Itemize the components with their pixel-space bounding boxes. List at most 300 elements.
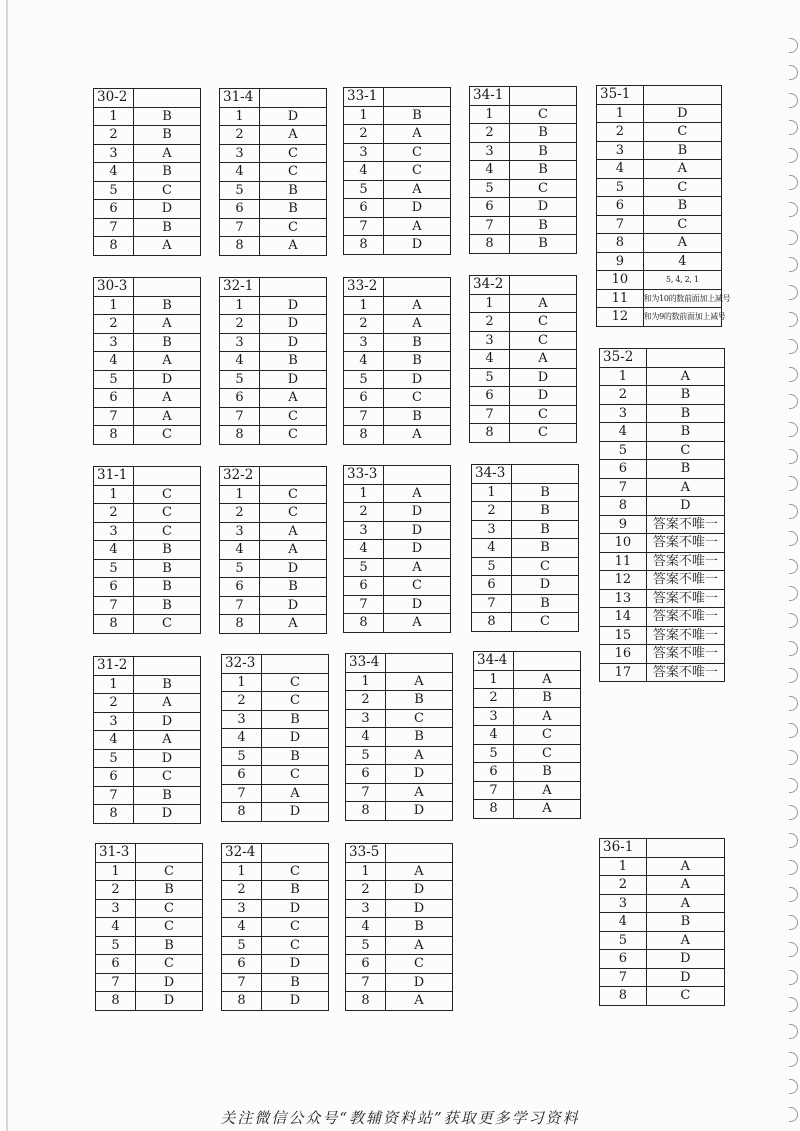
answer-table-34-3 [471, 464, 579, 632]
table-row [472, 539, 579, 558]
table-row [222, 955, 329, 974]
answer-cell: B [134, 126, 201, 145]
question-number: 9 [600, 515, 647, 534]
question-number: 2 [220, 315, 260, 334]
question-number: 2 [474, 689, 514, 708]
answer-cell: D [384, 199, 451, 218]
question-number: 11 [600, 552, 647, 571]
table-row [597, 141, 722, 160]
answer-cell: C [510, 331, 577, 350]
answer-cell: B [134, 578, 201, 597]
question-number: 7 [472, 594, 512, 613]
question-number: 8 [470, 235, 510, 254]
question-number: 6 [222, 766, 262, 785]
question-number: 2 [344, 503, 384, 522]
question-number: 6 [470, 198, 510, 217]
table-row [470, 368, 577, 387]
answer-cell: B [134, 596, 201, 615]
answer-cell: D [384, 595, 451, 614]
answer-cell: 4 [643, 252, 721, 271]
table-row [344, 352, 451, 371]
question-number: 5 [220, 181, 260, 200]
answer-cell: A [134, 315, 201, 334]
table-row [597, 123, 722, 142]
question-number: 4 [94, 352, 134, 371]
question-number: 17 [600, 663, 647, 682]
table-row [94, 485, 201, 504]
table-row [94, 615, 201, 634]
question-number: 8 [220, 426, 260, 445]
table-row [600, 645, 725, 664]
table-row [344, 595, 451, 614]
question-number: 8 [344, 426, 384, 445]
table-row [470, 387, 577, 406]
answer-cell: C [384, 162, 451, 181]
question-number: 4 [470, 161, 510, 180]
answer-cell: C [260, 163, 327, 182]
answer-cell: B [386, 918, 453, 937]
question-number: 5 [344, 558, 384, 577]
table-row [222, 881, 329, 900]
question-number: 3 [600, 894, 647, 913]
answer-cell: B [134, 107, 201, 126]
question-number: 3 [94, 333, 134, 352]
question-number: 11 [597, 289, 644, 308]
answer-cell: C [260, 407, 327, 426]
table-row [220, 504, 327, 523]
question-number: 5 [474, 744, 514, 763]
table-row [344, 143, 451, 162]
answer-table-33-1 [343, 87, 451, 255]
question-number: 4 [597, 160, 644, 179]
answer-cell: C [262, 692, 329, 711]
binder-hole [789, 1024, 798, 1039]
question-number: 5 [94, 749, 134, 768]
answer-cell: C [134, 504, 201, 523]
answer-cell: A [646, 931, 724, 950]
question-number: 15 [600, 626, 647, 645]
question-number: 7 [94, 218, 134, 237]
question-number: 7 [220, 218, 260, 237]
answer-table-35-2 [599, 348, 725, 682]
question-number: 6 [346, 765, 386, 784]
question-number: 4 [346, 728, 386, 747]
answer-cell: A [384, 614, 451, 633]
answer-cell: A [260, 615, 327, 634]
question-number: 3 [597, 141, 644, 160]
question-number: 3 [222, 710, 262, 729]
table-row [346, 881, 453, 900]
table-row [346, 955, 453, 974]
question-number: 7 [474, 781, 514, 800]
table-title: 30-2 [94, 89, 134, 108]
binder-hole [789, 38, 798, 53]
answer-cell: B [510, 161, 577, 180]
question-number: 4 [346, 918, 386, 937]
answer-cell: A [262, 784, 329, 803]
table-row [597, 234, 722, 253]
answer-cell: 答案不唯一 [646, 589, 724, 608]
table-row [597, 178, 722, 197]
question-number: 2 [600, 386, 647, 405]
table-title-blank [646, 839, 724, 858]
table-row [222, 899, 329, 918]
answer-cell: B [134, 163, 201, 182]
question-number: 2 [94, 504, 134, 523]
question-number: 1 [222, 862, 262, 881]
table-title-blank [260, 278, 327, 297]
answer-cell: C [262, 673, 329, 692]
question-number: 3 [346, 709, 386, 728]
binder-hole [789, 93, 798, 108]
answer-cell: D [646, 950, 724, 969]
answer-cell: B [384, 106, 451, 125]
answer-cell: C [646, 987, 724, 1006]
answer-cell: D [643, 104, 721, 123]
answer-cell: C [262, 862, 329, 881]
question-number: 6 [597, 197, 644, 216]
question-number: 7 [94, 407, 134, 426]
table-title: 30-3 [94, 278, 134, 297]
answer-cell: D [646, 497, 724, 516]
table-row [470, 294, 577, 313]
table-row [600, 367, 725, 386]
table-row [472, 594, 579, 613]
question-number: 1 [94, 107, 134, 126]
table-title: 32-3 [222, 655, 262, 674]
table-row [600, 460, 725, 479]
question-number: 1 [220, 296, 260, 315]
answer-cell: A [646, 876, 724, 895]
answer-cell: D [260, 370, 327, 389]
table-row [600, 608, 725, 627]
table-row [597, 252, 722, 271]
question-number: 8 [222, 803, 262, 822]
answer-table-30-2 [93, 88, 201, 256]
table-title: 34-4 [474, 652, 514, 671]
question-number: 13 [600, 589, 647, 608]
answer-cell: D [384, 540, 451, 559]
table-row [344, 558, 451, 577]
table-row [96, 973, 203, 992]
table-row [94, 675, 201, 694]
table-title: 32-1 [220, 278, 260, 297]
table-row [470, 161, 577, 180]
answer-cell: A [384, 125, 451, 144]
table-row [346, 899, 453, 918]
binder-hole [789, 613, 798, 628]
answer-cell: A [384, 558, 451, 577]
question-number: 3 [346, 899, 386, 918]
question-number: 7 [470, 405, 510, 424]
question-number: 6 [220, 578, 260, 597]
answer-table-34-2 [469, 275, 577, 443]
question-number: 5 [222, 936, 262, 955]
question-number: 10 [597, 271, 644, 290]
table-row [470, 105, 577, 124]
answer-cell: D [386, 765, 453, 784]
answer-cell: A [386, 746, 453, 765]
table-row [220, 596, 327, 615]
question-number: 4 [94, 731, 134, 750]
question-number: 2 [220, 126, 260, 145]
table-row [94, 107, 201, 126]
question-number: 12 [597, 308, 644, 327]
footer-note: 关注微信公众号“教辅资料站”获取更多学习资料 [220, 1109, 580, 1127]
question-number: 6 [344, 577, 384, 596]
answer-cell: B [384, 407, 451, 426]
answer-cell: A [384, 426, 451, 445]
question-number: 5 [222, 747, 262, 766]
answer-cell: A [386, 783, 453, 802]
table-row [597, 160, 722, 179]
table-row [600, 663, 725, 682]
table-row [94, 768, 201, 787]
answer-table-31-3 [95, 843, 203, 1011]
table-row [222, 710, 329, 729]
question-number: 7 [597, 215, 644, 234]
answer-cell: C [136, 955, 203, 974]
answer-cell: B [262, 747, 329, 766]
table-row [344, 577, 451, 596]
binder-hole [789, 860, 798, 875]
question-number: 2 [344, 315, 384, 334]
table-row [220, 407, 327, 426]
answer-cell: C [262, 918, 329, 937]
question-number: 6 [220, 200, 260, 219]
binder-hole [789, 476, 798, 491]
table-row [600, 515, 725, 534]
question-number: 1 [94, 675, 134, 694]
binder-hole [789, 778, 798, 793]
question-number: 4 [220, 163, 260, 182]
table-title: 31-4 [220, 89, 260, 108]
table-row [470, 198, 577, 217]
question-number: 6 [94, 578, 134, 597]
question-number: 2 [346, 881, 386, 900]
answer-cell: 答案不唯一 [646, 608, 724, 627]
answer-cell: D [386, 973, 453, 992]
table-row [600, 404, 725, 423]
binder-hole [789, 942, 798, 957]
question-number: 4 [222, 729, 262, 748]
answer-cell: D [134, 370, 201, 389]
question-number: 6 [346, 955, 386, 974]
table-row [600, 441, 725, 460]
answer-cell: A [384, 296, 451, 315]
answer-cell: A [260, 237, 327, 256]
binder-hole [789, 1079, 798, 1094]
question-number: 3 [94, 712, 134, 731]
question-number: 8 [94, 237, 134, 256]
table-row [470, 331, 577, 350]
table-row [344, 315, 451, 334]
answer-cell: C [512, 613, 579, 632]
answer-cell: B [134, 218, 201, 237]
binder-hole [789, 586, 798, 601]
table-title-blank [134, 467, 201, 486]
question-number: 8 [474, 800, 514, 819]
question-number: 1 [96, 862, 136, 881]
table-row [344, 162, 451, 181]
table-title: 31-3 [96, 844, 136, 863]
answer-cell: B [512, 483, 579, 502]
question-number: 6 [94, 768, 134, 787]
answer-cell: B [384, 352, 451, 371]
answer-table-31-1 [93, 466, 201, 634]
table-title-blank [134, 657, 201, 676]
answer-cell: D [262, 803, 329, 822]
question-number: 4 [344, 352, 384, 371]
table-row [220, 352, 327, 371]
answer-cell: B [646, 404, 724, 423]
question-number: 5 [346, 936, 386, 955]
table-row [94, 731, 201, 750]
answer-cell: C [260, 504, 327, 523]
table-title: 33-3 [344, 466, 384, 485]
question-number: 2 [597, 123, 644, 142]
table-row [94, 786, 201, 805]
table-row [94, 144, 201, 163]
table-title: 34-3 [472, 465, 512, 484]
answer-cell: C [643, 215, 721, 234]
table-row [94, 596, 201, 615]
answer-cell: C [646, 441, 724, 460]
question-number: 3 [94, 522, 134, 541]
table-row [222, 766, 329, 785]
table-row [472, 557, 579, 576]
question-number: 5 [470, 179, 510, 198]
question-number: 2 [472, 502, 512, 521]
question-number: 7 [346, 973, 386, 992]
table-row [346, 691, 453, 710]
question-number: 3 [96, 899, 136, 918]
answer-cell: B [134, 559, 201, 578]
answer-cell: D [512, 576, 579, 595]
question-number: 7 [600, 478, 647, 497]
answer-cell: C [260, 218, 327, 237]
table-row [222, 747, 329, 766]
answer-cell: A [646, 367, 724, 386]
table-row [222, 784, 329, 803]
question-number: 2 [346, 691, 386, 710]
question-number: 3 [470, 331, 510, 350]
question-number: 2 [344, 125, 384, 144]
question-number: 5 [94, 370, 134, 389]
answer-cell: 答案不唯一 [646, 571, 724, 590]
question-number: 4 [96, 918, 136, 937]
table-row [96, 881, 203, 900]
answer-cell: A [384, 180, 451, 199]
answer-cell: C [262, 766, 329, 785]
table-title-blank [384, 278, 451, 297]
question-number: 3 [220, 522, 260, 541]
answer-cell: B [510, 142, 577, 161]
table-row [600, 626, 725, 645]
table-row [474, 781, 581, 800]
answer-cell: A [386, 992, 453, 1011]
question-number: 1 [220, 485, 260, 504]
question-number: 1 [597, 104, 644, 123]
answer-cell: B [260, 578, 327, 597]
question-number: 2 [94, 126, 134, 145]
question-number: 1 [600, 367, 647, 386]
table-row [220, 485, 327, 504]
answer-cell: B [386, 728, 453, 747]
table-row [600, 987, 725, 1006]
answer-cell: C [134, 522, 201, 541]
question-number: 7 [346, 783, 386, 802]
table-row [346, 746, 453, 765]
answer-cell: C [384, 143, 451, 162]
table-row [94, 315, 201, 334]
answer-cell: C [136, 899, 203, 918]
question-number: 3 [470, 142, 510, 161]
question-number: 1 [94, 485, 134, 504]
table-row [94, 126, 201, 145]
answer-cell: C [386, 709, 453, 728]
table-row [344, 521, 451, 540]
answer-cell: D [134, 712, 201, 731]
table-row [474, 689, 581, 708]
table-row [220, 315, 327, 334]
table-row [346, 992, 453, 1011]
table-title: 33-4 [346, 654, 386, 673]
table-row [346, 973, 453, 992]
question-number: 4 [474, 726, 514, 745]
answer-cell: D [136, 992, 203, 1011]
table-row [220, 237, 327, 256]
answer-table-33-5 [345, 843, 453, 1011]
answer-cell: A [514, 707, 581, 726]
answer-cell: B [262, 710, 329, 729]
answer-cell: B [512, 539, 579, 558]
question-number: 5 [600, 441, 647, 460]
answer-table-32-3 [221, 654, 329, 822]
question-number: 5 [346, 746, 386, 765]
table-title: 35-2 [600, 349, 647, 368]
question-number: 7 [344, 595, 384, 614]
table-row [94, 712, 201, 731]
binder-hole [789, 422, 798, 437]
table-title: 34-1 [470, 87, 510, 106]
answer-cell: C [134, 426, 201, 445]
question-number: 1 [220, 107, 260, 126]
binder-hole [789, 339, 798, 354]
question-number: 4 [220, 352, 260, 371]
table-row [220, 107, 327, 126]
table-row [474, 707, 581, 726]
binder-hole [789, 723, 798, 738]
table-row [600, 534, 725, 553]
answer-cell: A [134, 389, 201, 408]
answer-cell: C [512, 557, 579, 576]
table-row [346, 862, 453, 881]
question-number: 4 [472, 539, 512, 558]
table-row [96, 992, 203, 1011]
table-title: 36-1 [600, 839, 647, 858]
answer-table-33-2 [343, 277, 451, 445]
table-row [600, 950, 725, 969]
answer-cell: B [260, 352, 327, 371]
table-row [94, 352, 201, 371]
table-row [472, 613, 579, 632]
answer-cell: 答案不唯一 [646, 552, 724, 571]
answer-table-31-2 [93, 656, 201, 824]
question-number: 7 [600, 968, 647, 987]
answer-cell: C [134, 485, 201, 504]
question-number: 8 [220, 615, 260, 634]
